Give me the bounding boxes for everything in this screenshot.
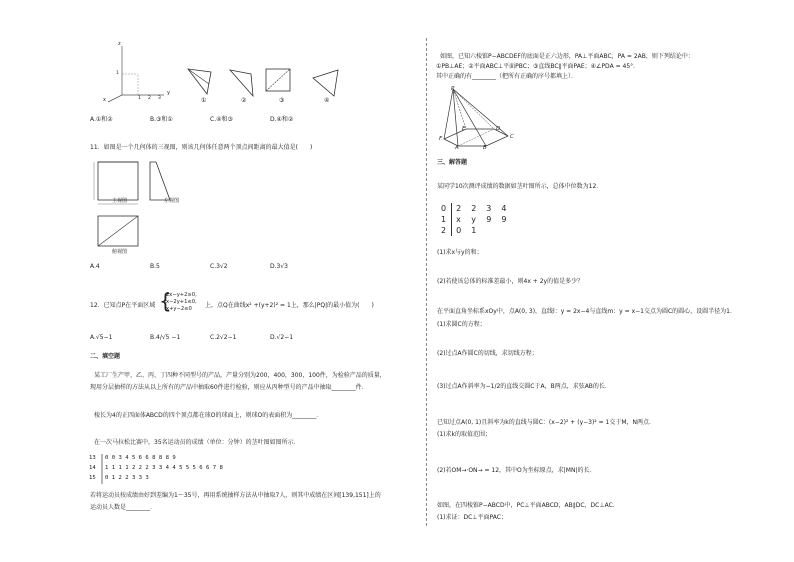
fill-1-line-1: 某工厂生产甲、乙、丙、丁四种不同型号的产品，产量分别为200，400，300，100件，为检验产品的质量， <box>94 372 386 379</box>
option-c: C.3√2 <box>210 263 228 270</box>
system-line-2: x−2y+1≤0, <box>166 299 197 305</box>
table-cell: 4 <box>501 204 507 213</box>
fill-2: 棱长为4的正四面体ABCD的四个顶点都在球O的球面上，则球O的表面积为________． <box>94 412 323 419</box>
question-12-prefix: 12．已知点P在平面区域 <box>90 302 156 309</box>
option-c: C.2√2−1 <box>210 334 237 341</box>
figure-label: ① <box>201 97 207 104</box>
leaf-values: 1 1 1 1 2 2 2 3 3 4 4 5 5 5 6 6 7 8 <box>105 465 223 471</box>
option-b: B.③和① <box>150 116 173 123</box>
table-cell: 1 <box>471 226 477 235</box>
stem-value: 15 <box>89 475 96 481</box>
q17-part-2: (2)若使该总体的标准差最小，则4x + 2y的值是多少？ <box>437 278 584 285</box>
vertex-label-b: B <box>483 145 487 151</box>
axis-tick: 1 <box>116 71 119 76</box>
q18-part-3: (3)过点A作斜率为−1/2的直线交圆C于A，B两点，求弦AB的长． <box>437 383 611 390</box>
vertex-label-c: C <box>510 134 514 140</box>
three-view-diagram <box>92 160 202 250</box>
q18-intro: 在平面直角坐标系xOy中，点A(0, 3)，直线l：y = 2x−4与直线m：y = x−1交点为圆C的圆心，设圆半径为1． <box>437 308 736 315</box>
axis-tick: 3 <box>158 96 161 101</box>
table-row <box>437 203 512 214</box>
stem-leaf-table <box>437 203 513 236</box>
option-b: B.4/√5 −1 <box>150 334 181 341</box>
table-cell: 2 <box>437 225 452 236</box>
q18-part-2: (2)过点A作圆C的切线，求切线方程； <box>437 350 538 357</box>
table-cell <box>482 225 497 236</box>
table-cell: 3 <box>486 204 492 213</box>
table-cell: 2 <box>471 204 477 213</box>
q20-intro: 如图，在四棱锥P−ABCD中，PC⊥平面ABCD，AB∥DC，DC⊥AC． <box>437 502 619 509</box>
fill-1-line-2: 现用分层抽样的方法从以上所有的产品中抽取60件进行检验，则应从丙种型号的产品中抽取________件． <box>90 384 368 391</box>
option-a: A.①和② <box>90 116 113 123</box>
top-view-label: 俯视图 <box>112 249 128 255</box>
axis-tick: 1 <box>138 96 141 101</box>
q17-intro: 某同学10次测评成绩的数据如茎叶图所示，总体中位数为12． <box>437 183 603 190</box>
vertex-label-p: P <box>451 86 455 92</box>
table-cell: 9 <box>486 215 492 224</box>
system-line-3: x+y−2≤0 <box>166 306 192 312</box>
stem-value: 14 <box>89 465 96 471</box>
figure-2 <box>229 68 257 98</box>
table-cell: 0 <box>437 203 452 214</box>
axis-y-label: y <box>167 90 170 96</box>
vertex-label-d: D <box>496 126 501 132</box>
stem-value: 13 <box>89 455 96 461</box>
table-row <box>437 214 512 225</box>
figure-1 <box>187 68 215 96</box>
fill-3-line-1: 若将运动员按成绩由好到差编为1～35号，再用系统抽样方法从中抽取7人，则其中成绩在区间[139,151]上的 <box>90 492 381 499</box>
figure-label: ③ <box>279 97 285 104</box>
right-question-line-2: ①PB⊥AE；②平面ABC⊥平面PBC；③直线BC∥平面PAE；④∠PDA = 45°． <box>436 63 640 70</box>
fill-3-line-2: 运动员人数是________． <box>90 504 157 511</box>
section-3-heading: 三、解答题 <box>437 159 468 166</box>
section-2-heading: 二、填空题 <box>90 353 121 360</box>
axis-tick: 2 <box>148 96 151 101</box>
table-cell: 2 <box>456 204 462 213</box>
table-cell: 0 <box>456 226 462 235</box>
option-a: A.4 <box>90 263 100 270</box>
option-d: D.√2−1 <box>270 334 294 341</box>
option-d: D.④和② <box>270 116 294 123</box>
vertex-label-f: F <box>439 136 443 142</box>
figure-4 <box>312 68 340 98</box>
question-11: 11．如图是一个几何体的三视图，则该几何体任意两个顶点间距离的最大值是( ) <box>90 144 313 151</box>
leaf-values: 0 0 3 4 5 6 6 8 8 8 9 <box>105 455 176 461</box>
axis-z-label: z <box>118 41 121 47</box>
hex-pyramid-diagram <box>438 86 518 148</box>
q20-part-1: (1)求证：DC⊥平面PAC； <box>437 514 507 521</box>
option-b: B.5 <box>150 263 160 270</box>
option-a: A.√5−1 <box>90 334 113 341</box>
leaf-values: 0 1 2 2 3 3 3 <box>105 475 149 481</box>
q17-part-1: (1)求x与y的和； <box>437 249 483 256</box>
vertex-label-a: A <box>455 145 459 151</box>
side-view-label: 左视图 <box>164 198 180 204</box>
q19-intro: 已知过点A(0, 1)且斜率为k的直线与圆C：(x−2)² + (y−3)² = 1交于M，N两点． <box>437 419 656 426</box>
table-cell: 9 <box>501 215 507 224</box>
q19-part-2: (2)若OM→·ON→ = 12，其中O为坐标原点，求|MN|的长． <box>437 467 596 474</box>
table-cell: y <box>471 215 476 224</box>
right-question-line-3: 其中正确的有________（把所有正确的序号都填上）． <box>436 73 578 80</box>
right-question-line-1: 如图，已知六棱锥P−ABCDEF的底面是正六边形，PA⊥平面ABC，PA = 2AB，则下列结论中： <box>440 53 694 60</box>
column-divider <box>426 38 427 526</box>
vertex-label-e: E <box>462 126 466 132</box>
fill-3: 在一次马拉松比赛中，35名运动员的成绩（单位：分钟）的茎叶图如图所示． <box>94 439 300 446</box>
table-cell <box>497 225 512 236</box>
table-row <box>437 225 512 236</box>
option-c: C.④和③ <box>210 116 233 123</box>
table-cell: 1 <box>437 214 452 225</box>
q19-part-1: (1)求k的取值范围； <box>437 431 491 438</box>
option-d: D.3√3 <box>270 263 288 270</box>
q18-part-1: (1)求圆C的方程； <box>437 321 486 328</box>
table-cell: x <box>456 215 461 224</box>
system-line-1: 2x−y+2≥0, <box>166 292 197 298</box>
system-brace: { <box>159 289 172 313</box>
question-12-suffix: 上，点Q在曲线x² +(y+2)² = 1上，那么|PQ|的最小值为( ) <box>205 302 374 309</box>
figure-label: ② <box>241 97 247 104</box>
figure-3 <box>265 68 293 94</box>
front-view-label: 主视图 <box>112 198 128 204</box>
axis-x-label: x <box>103 97 106 103</box>
figure-label: ④ <box>324 97 330 104</box>
